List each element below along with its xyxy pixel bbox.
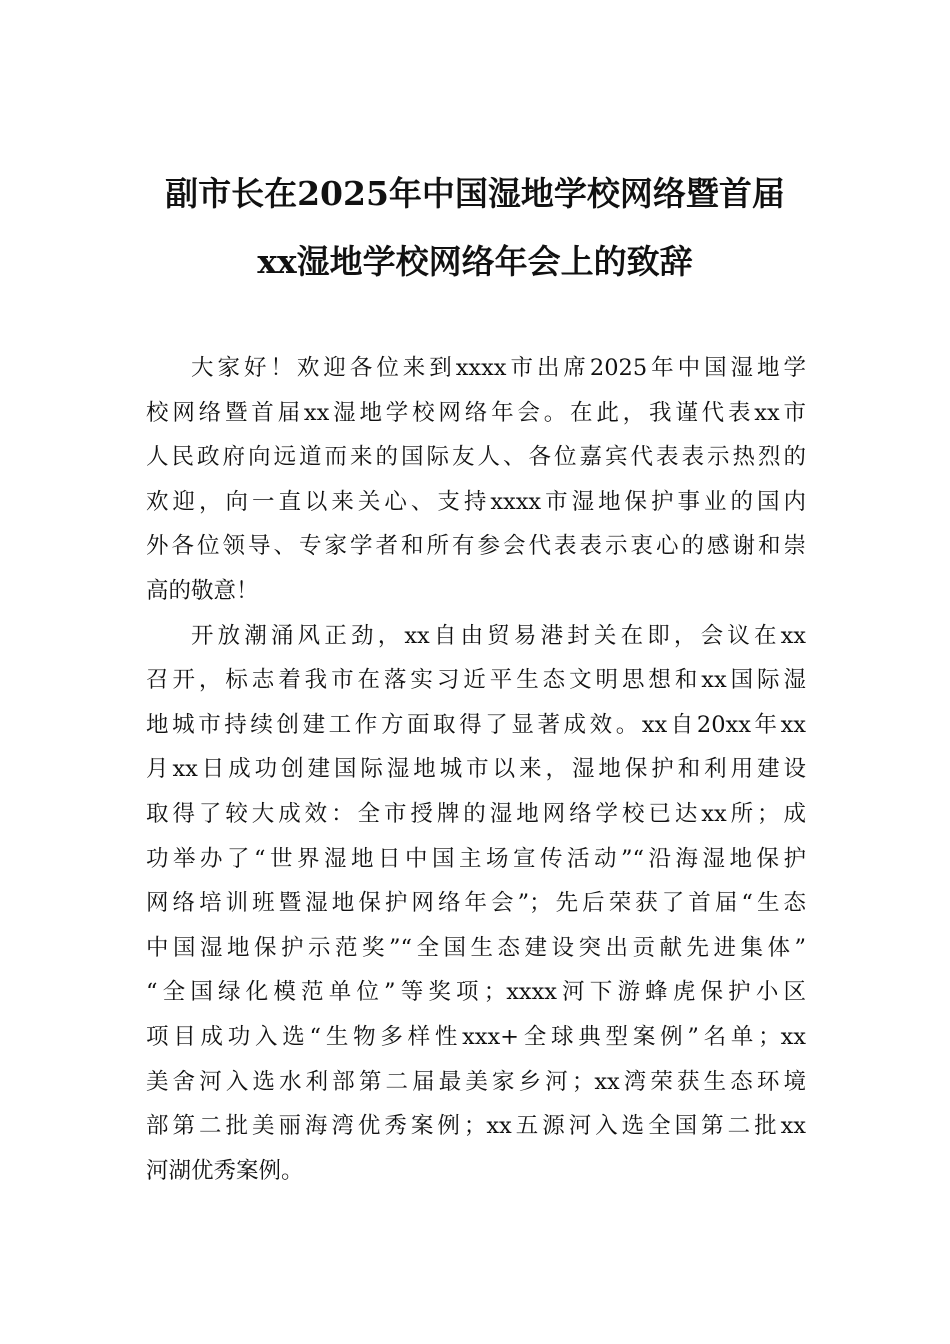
text-line: 取得了较大成效：全市授牌的湿地网络学校已达xx所；成: [146, 800, 806, 827]
text-line: 召开，标志着我市在落实习近平生态文明思想和xx国际湿: [146, 667, 806, 694]
text-line: 功举办了“世界湿地日中国主场宣传活动”“沿海湿地保护: [146, 845, 806, 872]
title-line: 副市长在2025年中国湿地学校网络暨首届: [165, 174, 785, 213]
document-body: [146, 346, 806, 1193]
text-line: 大家好！欢迎各位来到xxxx市出席2025年中国湿地学: [191, 355, 806, 381]
paragraph-achievements: [146, 614, 806, 1194]
text-line: 河湖优秀案例。: [146, 1157, 304, 1184]
text-line: 人民政府向远道而来的国际友人、各位嘉宾代表表示热烈的: [146, 444, 806, 471]
page-title: [140, 160, 810, 296]
text-line: 项目成功入选“生物多样性xxx+全球典型案例”名单；xx: [146, 1023, 806, 1050]
text-line: 校网络暨首届xx湿地学校网络年会。在此，我谨代表xx市: [146, 399, 806, 426]
text-line: 欢迎，向一直以来关心、支持xxxx市湿地保护事业的国内: [146, 488, 806, 515]
text-line: 中国湿地保护示范奖”“全国生态建设突出贡献先进集体”: [146, 934, 806, 961]
title-line: xx湿地学校网络年会上的致辞: [257, 242, 693, 281]
text-line: 美舍河入选水利部第二届最美家乡河；xx湾荣获生态环境: [146, 1068, 806, 1095]
text-line: 开放潮涌风正劲，xx自由贸易港封关在即，会议在xx: [191, 622, 806, 649]
text-line: 网络培训班暨湿地保护网络年会”；先后荣获了首届“生态: [146, 890, 806, 917]
text-line: 地城市持续创建工作方面取得了显著成效。xx自20xx年xx: [146, 711, 806, 738]
text-line: 部第二批美丽海湾优秀案例；xx五源河入选全国第二批xx: [146, 1113, 806, 1140]
text-line: 高的敬意！: [146, 577, 259, 604]
text-line: 外各位领导、专家学者和所有参会代表表示衷心的感谢和崇: [146, 533, 806, 560]
text-line: 月xx日成功创建国际湿地城市以来，湿地保护和利用建设: [146, 756, 806, 783]
paragraph-welcome: [146, 346, 806, 614]
text-line: “全国绿化模范单位”等奖项；xxxx河下游蜂虎保护小区: [146, 979, 806, 1006]
